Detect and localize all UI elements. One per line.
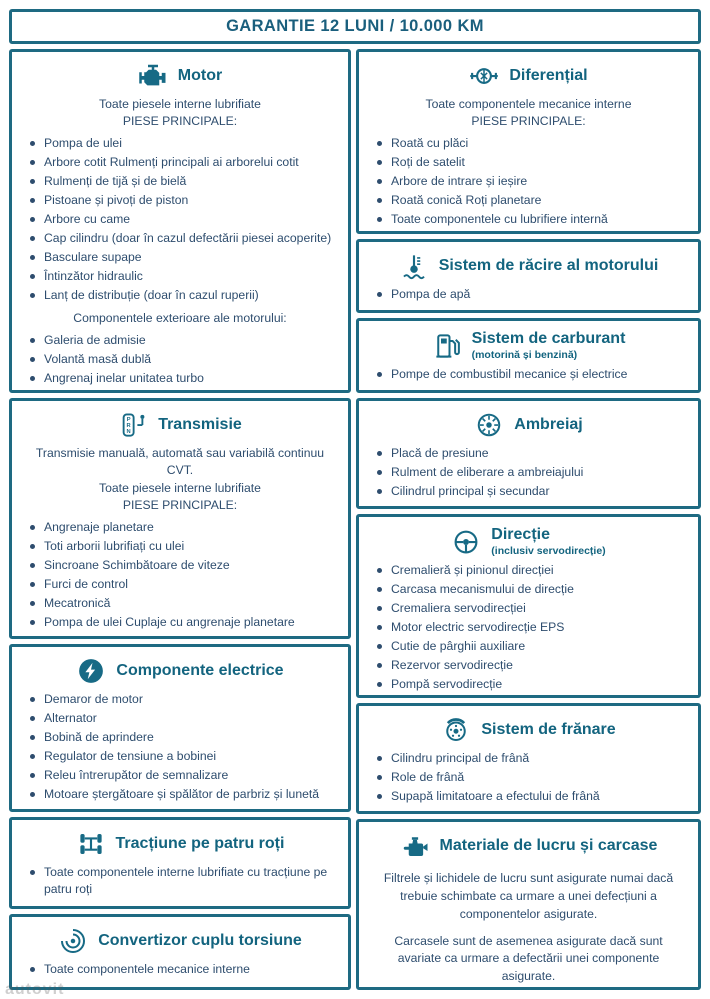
list-item: Pompa de ulei [28, 135, 338, 151]
section-title: Diferențial [509, 66, 588, 84]
section-title: Transmisie [158, 416, 242, 434]
list-item: Toate componentele cu lubrifiere internă [375, 211, 688, 227]
section-header [22, 656, 338, 686]
list-item: Toate componentele mecanice interne [28, 961, 338, 977]
list-item: Întinzător hidraulic [28, 268, 338, 284]
racire-list [369, 286, 688, 302]
list-item: Pompa de ulei Cuplaje cu angrenaje planetare [28, 614, 338, 630]
section-subtitle: (inclusiv servodirecție) [491, 544, 606, 557]
right-column [356, 49, 701, 990]
list-item: Cremalieră și pinionul direcției [375, 562, 688, 578]
section-intro: Toate piesele interne lubrifiate [99, 480, 261, 495]
list-item: Role de frână [375, 769, 688, 785]
list-item: Cremaliera servodirecției [375, 600, 688, 616]
electrice-list [22, 691, 338, 802]
list-item: Pompa de apă [375, 286, 688, 302]
list-item: Arbore cotit Rulmenți principali ai arborelui cotit [28, 154, 338, 170]
list-item: Demaror de motor [28, 691, 338, 707]
franare-list [369, 750, 688, 804]
left-column [9, 49, 351, 990]
list-item: Lanț de distribuție (doar în cazul ruperii) [28, 287, 338, 303]
columns [9, 49, 701, 990]
ambreiaj-list [369, 445, 688, 499]
section-convertizor [9, 914, 351, 990]
thermometer-coolant-icon [399, 251, 429, 281]
section-ambreiaj [356, 398, 701, 509]
section-intro: PIESE PRINCIPALE: [471, 114, 586, 129]
section-header [369, 61, 688, 91]
materiale-paragraph: Filtrele și lichidele de lucru sunt asigurate numai dacă trebuie schimbate ca urmare a unei defecțiuni a componentelor asigurate. [383, 871, 674, 921]
section-title: Materiale de lucru și carcase [439, 837, 658, 855]
list-item: Alternator [28, 710, 338, 726]
list-item: Toti arborii lubrifiați cu ulei [28, 538, 338, 554]
motor-main-list [22, 135, 338, 303]
list-item: Toate componentele interne lubrifiate cu tracțiune pe patru roți [28, 864, 338, 897]
section-header [369, 251, 688, 281]
convertizor-list [22, 961, 338, 977]
clutch-disc-icon [474, 410, 504, 440]
section-title: Tracțiune pe patru roți [115, 835, 285, 853]
list-item: Cilindrul principal și secundar [375, 483, 688, 499]
svg-text:R: R [126, 423, 131, 430]
list-item: Angrenaje planetare [28, 519, 338, 535]
section-title: Componente electrice [116, 661, 284, 679]
diferential-list [369, 135, 688, 227]
section-header [369, 410, 688, 440]
list-item: Rulmenți de tijă și de bielă [28, 173, 338, 189]
section-franare [356, 703, 701, 814]
section-header [369, 715, 688, 745]
watermark: autovit [5, 981, 65, 998]
section-intro: PIESE PRINCIPALE: [122, 114, 238, 129]
list-item: Bobină de aprindere [28, 729, 338, 745]
list-item: Releu întrerupător de semnalizare [28, 767, 338, 783]
section-header [22, 410, 338, 440]
list-item: Roată conică Roți planetare [375, 192, 688, 208]
list-item: Cap cilindru (doar în cazul defectării piesei acoperite) [28, 230, 338, 246]
section-motor [9, 49, 351, 393]
lightning-icon [76, 656, 106, 686]
list-item: Pistoane și pivoți de piston [28, 192, 338, 208]
list-item: Roată cu plăci [375, 135, 688, 151]
steering-wheel-icon [451, 527, 481, 557]
title-stack [472, 330, 626, 360]
gear-shifter-icon [118, 410, 148, 440]
fuel-pump-icon [432, 331, 462, 361]
section-tractiune [9, 817, 351, 909]
differential-icon [469, 61, 499, 91]
list-item: Pompe de combustibil mecanice și electrice [375, 366, 688, 382]
section-title: Ambreiaj [514, 416, 583, 434]
section-header [22, 829, 338, 859]
section-header [22, 926, 338, 956]
motor-exterior-heading: Componentele exterioare ale motorului: [73, 311, 287, 326]
list-item: Rezervor servodirecție [375, 657, 688, 673]
section-transmisie [9, 398, 351, 638]
section-intro: Transmisie manuală, automată sau variabilă continuu CVT. [35, 446, 325, 478]
section-title: Sistem de frănare [481, 721, 616, 739]
list-item: Cilindru principal de frână [375, 750, 688, 766]
oil-can-icon [400, 831, 430, 861]
list-item: Volantă masă dublă [28, 351, 338, 367]
section-header [369, 330, 688, 360]
list-item: Furci de control [28, 576, 338, 592]
list-item: Sincroane Schimbătoare de viteze [28, 557, 338, 573]
page-title: GARANTIE 12 LUNI / 10.000 KM [226, 17, 484, 35]
torque-converter-icon [58, 926, 88, 956]
section-diferential [356, 49, 701, 234]
section-directie [356, 514, 701, 698]
section-header [369, 831, 688, 861]
list-item: Motoare ștergătoare și spălător de parbriz și lunetă [28, 786, 338, 802]
svg-text:N: N [126, 429, 131, 436]
list-item: Galeria de admisie [28, 332, 338, 348]
section-title: Sistem de răcire al motorului [438, 256, 659, 274]
title-stack [491, 526, 605, 556]
list-item: Motor electric servodirecție EPS [375, 619, 688, 635]
transmisie-list [22, 519, 338, 630]
carburant-list [369, 366, 688, 382]
list-item: Supapă limitatoare a efectului de frână [375, 788, 688, 804]
section-materiale [356, 819, 701, 990]
tractiune-list [22, 864, 338, 897]
list-item: Arbore cu came [28, 211, 338, 227]
header [9, 9, 701, 44]
motor-exterior-list [22, 332, 338, 386]
section-intro: PIESE PRINCIPALE: [122, 497, 238, 512]
section-title: Convertizor cuplu torsiune [98, 932, 302, 950]
list-item: Placă de presiune [375, 445, 688, 461]
four-wheel-drive-icon [76, 829, 106, 859]
list-item: Angrenaj inelar unitatea turbo [28, 370, 338, 386]
section-carburant [356, 318, 701, 393]
section-subtitle: (motorină și benzină) [471, 348, 578, 361]
materiale-paragraph: Carcasele sunt de asemenea asigurate dacă sunt avariate ca urmare a defectării unei componente asigurate. [394, 933, 663, 983]
list-item: Rulment de eliberare a ambreiajului [375, 464, 688, 480]
section-racire [356, 239, 701, 314]
list-item: Arbore de intrare și ieșire [375, 173, 688, 189]
section-title: Direcție [491, 526, 550, 544]
section-title: Sistem de carburant [471, 330, 626, 348]
section-header [22, 61, 338, 91]
brake-disc-icon [441, 715, 471, 745]
list-item: Cutie de pârghii auxiliare [375, 638, 688, 654]
section-componente-electrice [9, 644, 351, 813]
directie-list [369, 562, 688, 692]
section-intro: Toate componentele mecanice interne [425, 97, 632, 111]
svg-text:P: P [126, 417, 131, 424]
engine-icon [138, 61, 168, 91]
list-item: Regulator de tensiune a bobinei [28, 748, 338, 764]
list-item: Mecatronică [28, 595, 338, 611]
section-intro: Toate piesele interne lubrifiate [99, 97, 261, 111]
list-item: Pompă servodirecție [375, 676, 688, 692]
list-item: Roți de satelit [375, 154, 688, 170]
list-item: Carcasa mecanismului de direcție [375, 581, 688, 597]
section-title: Motor [177, 66, 223, 84]
list-item: Basculare supape [28, 249, 338, 265]
section-header [369, 526, 688, 556]
